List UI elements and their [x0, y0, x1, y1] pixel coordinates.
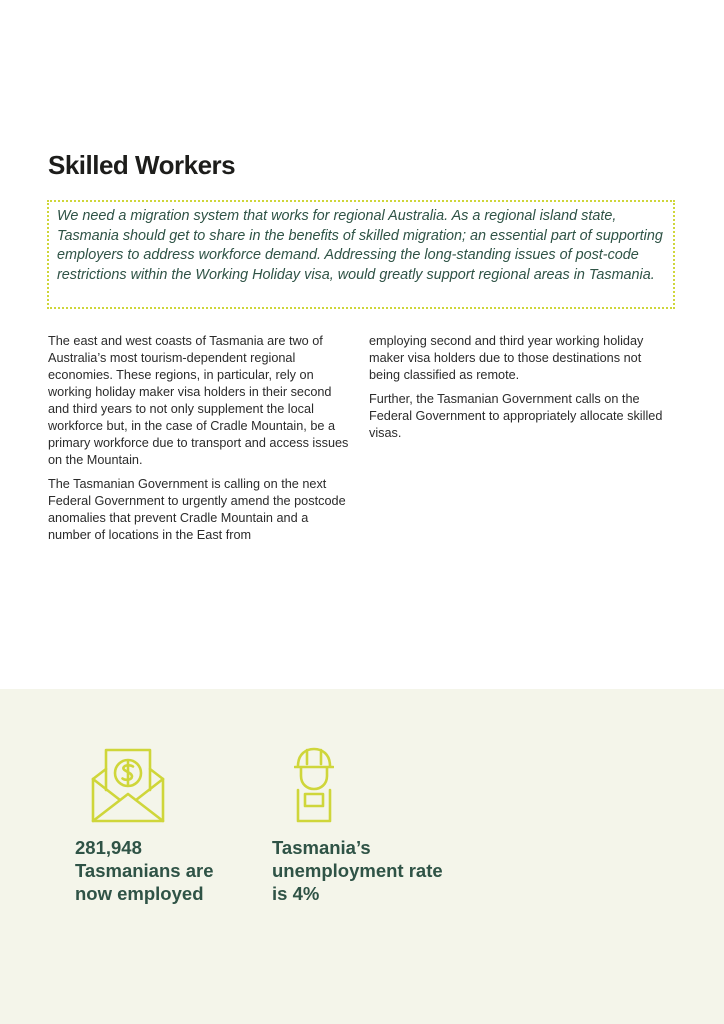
stat-label: Tasmanians are: [75, 860, 214, 881]
stats-band: [0, 689, 724, 1024]
body-column-right: [369, 333, 669, 449]
stat-text: [272, 836, 443, 905]
callout-text: We need a migration system that works for regional Australia. As a regional island state, Tasmania should get to share in the benefits of skilled migration; an essential part of supporting employers to address workforce demand. Addressing the long-standing issues of post-code restrictions within the Working Holiday visa, would greatly support regional areas in Tasmania.: [57, 208, 663, 283]
callout-box: [47, 200, 675, 309]
money-envelope-icon: [90, 746, 166, 824]
body-paragraph: The east and west coasts of Tasmania are two of Australia’s most tourism-dependent regional economies. These regions, in particular, rely on working holiday maker visa holders in their second and third years to not only supplement the local workforce but, in the case of Cradle Mountain, be a primary workforce due to transport and access issues on the Mountain.: [48, 334, 349, 467]
stat-label: is 4%: [272, 883, 320, 904]
body-paragraph: The Tasmanian Government is calling on the next Federal Government to urgently amend the postcode anomalies that prevent Cradle Mountain and a number of locations in the East from: [48, 477, 346, 542]
stat-label: unemployment rate: [272, 860, 443, 881]
body-paragraph: employing second and third year working holiday maker visa holders due to those destinations not being classified as remote.: [369, 334, 644, 382]
stat-value: 281,948: [75, 837, 142, 858]
stat-value: Tasmania’s: [272, 837, 371, 858]
body-paragraph: Further, the Tasmanian Government calls on the Federal Government to appropriately allocate skilled visas.: [369, 392, 663, 440]
page-title: Skilled Workers: [48, 150, 236, 180]
worker-hard-hat-icon: [294, 746, 334, 824]
stat-text: [75, 836, 213, 905]
stat-label: now employed: [75, 883, 204, 904]
body-column-left: [48, 333, 352, 551]
